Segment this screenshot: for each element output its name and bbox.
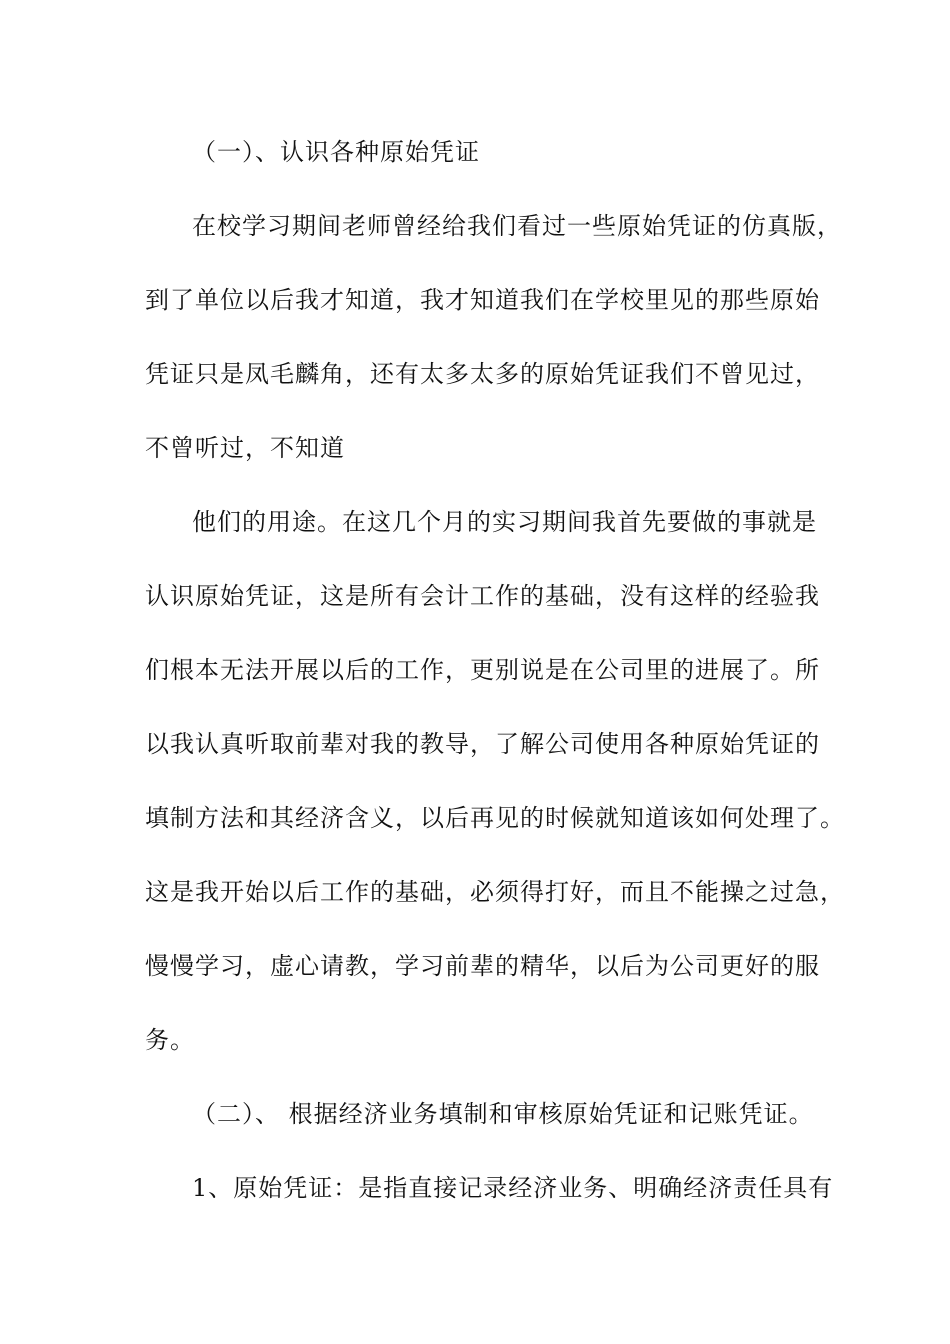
- list-item-1: 1、原始凭证：是指直接记录经济业务、明确经济责任具有: [192, 1174, 834, 1202]
- paragraph-line: 凭证只是凤毛麟角，还有太多太多的原始凭证我们不曾见过，: [145, 360, 820, 388]
- section-heading-1: （一）、认识各种原始凭证: [192, 138, 480, 166]
- paragraph-line: 慢慢学习，虚心请教，学习前辈的精华，以后为公司更好的服: [145, 952, 820, 980]
- paragraph-line: 到了单位以后我才知道，我才知道我们在学校里见的那些原始: [145, 286, 820, 314]
- paragraph-line: 这是我开始以后工作的基础，必须得打好，而且不能操之过急，: [145, 878, 845, 906]
- paragraph-line: 以我认真听取前辈对我的教导，了解公司使用各种原始凭证的: [145, 730, 820, 758]
- paragraph-line: 填制方法和其经济含义，以后再见的时候就知道该如何处理了。: [145, 804, 845, 832]
- paragraph-line: 在校学习期间老师曾经给我们看过一些原始凭证的仿真版，: [192, 212, 842, 240]
- section-heading-2: （二）、 根据经济业务填制和审核原始凭证和记账凭证。: [192, 1100, 814, 1128]
- paragraph-line: 他们的用途。在这几个月的实习期间我首先要做的事就是: [192, 508, 817, 536]
- paragraph-line: 认识原始凭证，这是所有会计工作的基础，没有这样的经验我: [145, 582, 820, 610]
- paragraph-line: 不曾听过，不知道: [145, 434, 345, 462]
- paragraph-line: 们根本无法开展以后的工作，更别说是在公司里的进展了。所: [145, 656, 820, 684]
- paragraph-line: 务。: [145, 1026, 195, 1054]
